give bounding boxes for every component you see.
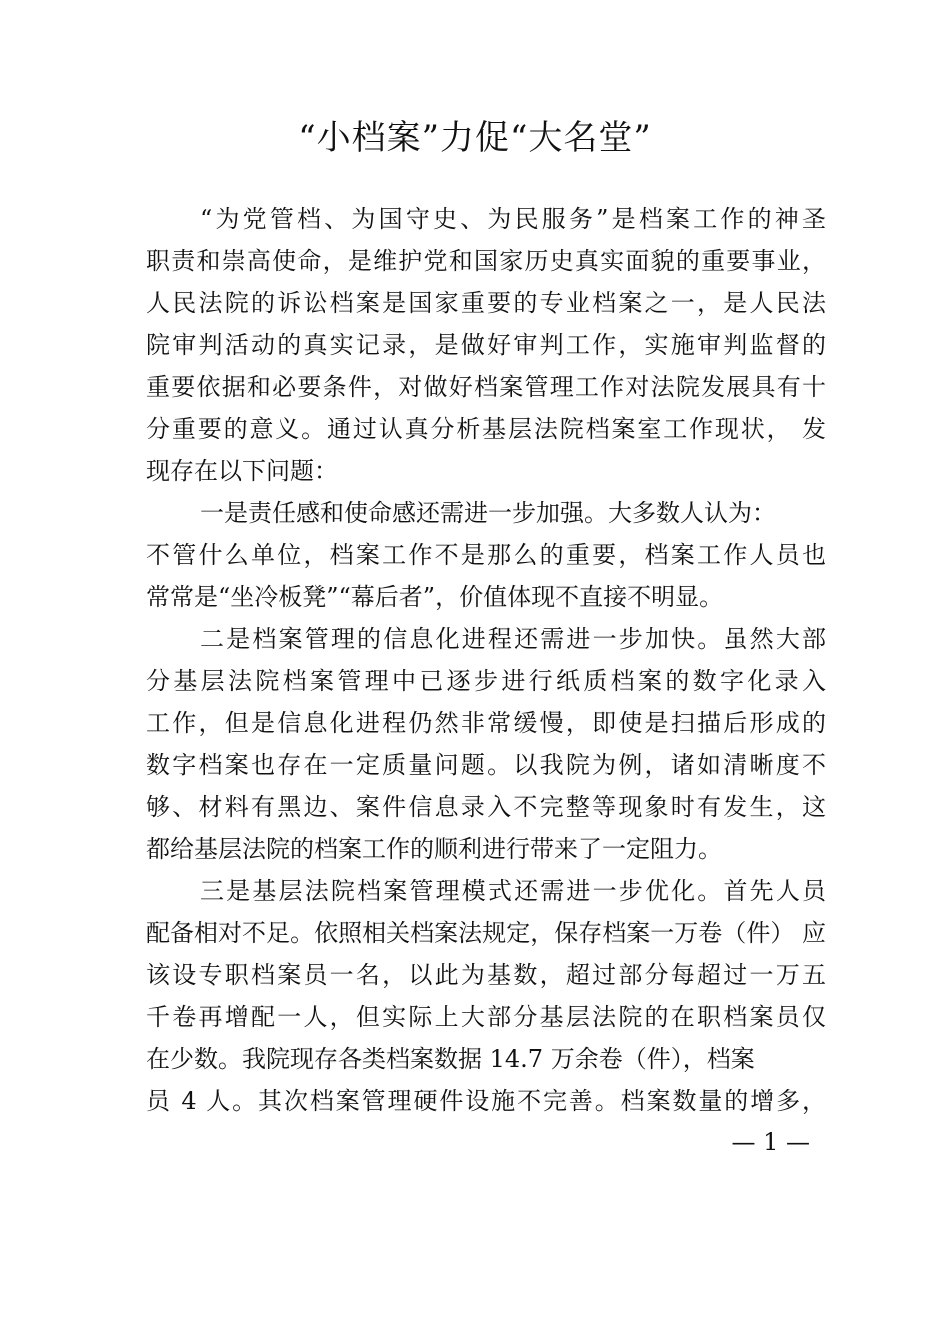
text-line: 分基层法院档案管理中已逐步进行纸质档案的数字化录入 bbox=[146, 667, 826, 695]
text-line: 二是档案管理的信息化进程还需进一步加快。虽然大部 bbox=[200, 625, 826, 653]
text-line: 常常是“坐冷板凳”“幕后者”，价值体现不直接不明显。 bbox=[146, 583, 724, 611]
text-line: 不管什么单位，档案工作不是那么的重要，档案工作人员也 bbox=[146, 541, 826, 569]
text-line: 分重要的意义。通过认真分析基层法院档案室工作现状， 发 bbox=[146, 415, 826, 443]
text-line: 人民法院的诉讼档案是国家重要的专业档案之一，是人民法 bbox=[146, 289, 826, 317]
text-line: 三是基层法院档案管理模式还需进一步优化。首先人员 bbox=[200, 877, 826, 905]
text-line: 院审判活动的真实记录，是做好审判工作，实施审判监督的 bbox=[146, 331, 826, 359]
text-line: 现存在以下问题： bbox=[146, 457, 338, 485]
text-line: 够、材料有黑边、案件信息录入不完整等现象时有发生，这 bbox=[146, 793, 826, 821]
text-line: 该设专职档案员一名，以此为基数，超过部分每超过一万五 bbox=[146, 961, 826, 989]
text-line: 数字档案也存在一定质量问题。以我院为例，诸如清晰度不 bbox=[146, 751, 826, 779]
body-text bbox=[146, 198, 826, 1122]
text-line: 工作，但是信息化进程仍然非常缓慢，即使是扫描后形成的 bbox=[146, 709, 826, 737]
text-line: 千卷再增配一人，但实际上大部分基层法院的在职档案员仅 bbox=[146, 1003, 826, 1031]
text-line: 一是责任感和使命感还需进一步加强。大多数人认为： bbox=[200, 499, 776, 527]
document-title: “小档案”力促“大名堂” bbox=[298, 118, 652, 158]
text-line: 重要依据和必要条件，对做好档案管理工作对法院发展具有十 bbox=[146, 373, 826, 401]
text-line: “为党管档、为国守史、为民服务”是档案工作的神圣 bbox=[200, 205, 826, 233]
page-number: — 1 — bbox=[731, 1128, 810, 1156]
text-line: 配备相对不足。依照相关档案法规定，保存档案一万卷（件） 应 bbox=[146, 919, 826, 947]
text-line: 都给基层法院的档案工作的顺利进行带来了一定阻力。 bbox=[146, 835, 722, 863]
text-line: 在少数。我院现存各类档案数据 14.7 万余卷（件），档案 bbox=[146, 1045, 755, 1073]
text-line: 员 4 人。其次档案管理硬件设施不完善。档案数量的增多， bbox=[146, 1087, 826, 1115]
text-line: 职责和崇高使命，是维护党和国家历史真实面貌的重要事业， bbox=[146, 247, 826, 275]
